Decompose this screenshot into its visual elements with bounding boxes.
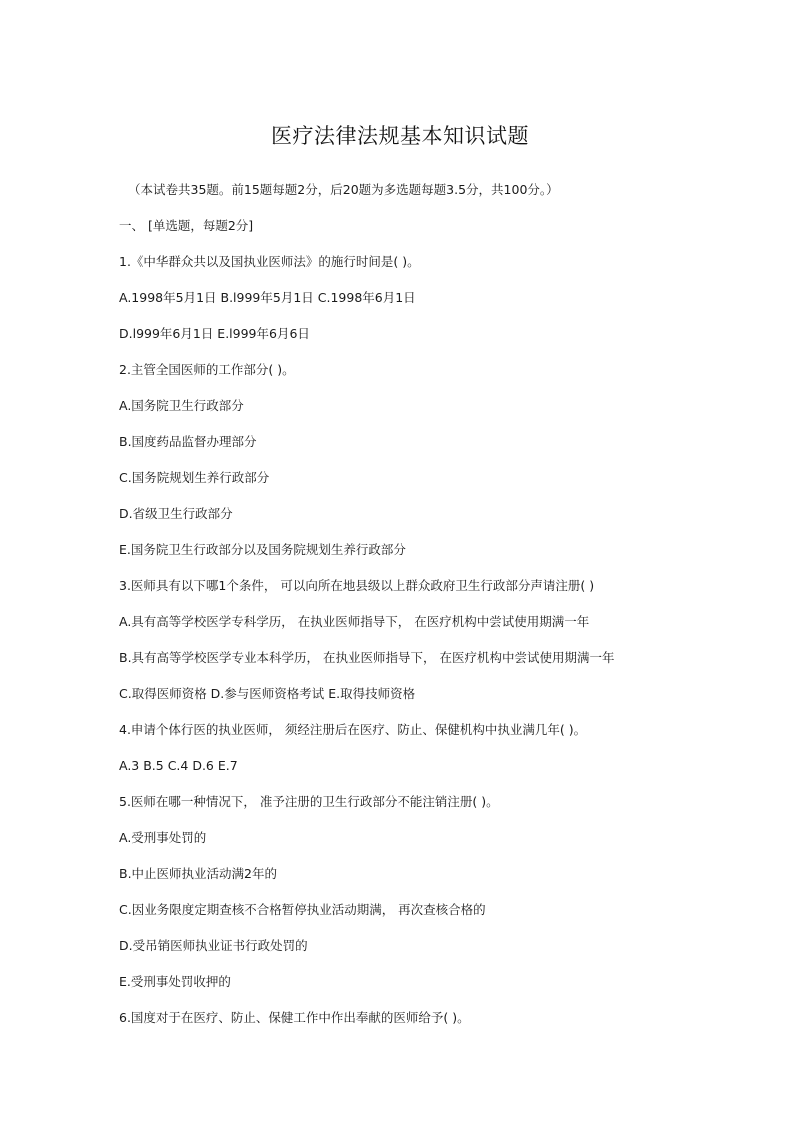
question-1-options-a-c: A.1998年5月1日 B.l999年5月1日 C.1998年6月1日 bbox=[119, 290, 416, 305]
exam-intro: （本试卷共35题。前15题每题2分，后20题为多选题每题3.5分，共100分。） bbox=[128, 182, 559, 197]
question-5-option-d: D.受吊销医师执业证书行政处罚的 bbox=[119, 938, 308, 953]
question-2-option-a: A.国务院卫生行政部分 bbox=[119, 398, 244, 413]
question-3-options-c-e: C.取得医师资格 D.参与医师资格考试 E.取得技师资格 bbox=[119, 686, 416, 701]
section-heading: 一、 [单选题，每题2分] bbox=[119, 218, 254, 233]
question-2-option-b: B.国度药品监督办理部分 bbox=[119, 434, 257, 449]
question-5-option-c: C.因业务限度定期查核不合格暂停执业活动期满， 再次查核合格的 bbox=[119, 902, 486, 917]
question-1-options-d-e: D.l999年6月1日 E.l999年6月6日 bbox=[119, 326, 310, 341]
question-5-option-e: E.受刑事处罚收押的 bbox=[119, 974, 231, 989]
question-2-option-c: C.国务院规划生养行政部分 bbox=[119, 470, 270, 485]
question-5-option-a: A.受刑事处罚的 bbox=[119, 830, 207, 845]
question-4: 4.申请个体行医的执业医师， 须经注册后在医疗、防止、保健机构中执业满几年( )。 bbox=[119, 722, 587, 737]
question-2: 2.主管全国医师的工作部分( )。 bbox=[119, 362, 295, 377]
question-5-option-b: B.中止医师执业活动满2年的 bbox=[119, 866, 278, 881]
question-2-option-e: E.国务院卫生行政部分以及国务院规划生养行政部分 bbox=[119, 542, 406, 557]
question-4-options: A.3 B.5 C.4 D.6 E.7 bbox=[119, 758, 238, 773]
question-6: 6.国度对于在医疗、防止、保健工作中作出奉献的医师给予( )。 bbox=[119, 1010, 470, 1025]
question-3-option-a: A.具有高等学校医学专科学历， 在执业医师指导下， 在医疗机构中尝试使用期满一年 bbox=[119, 614, 590, 629]
question-5: 5.医师在哪一种情况下， 准予注册的卫生行政部分不能注销注册( )。 bbox=[119, 794, 499, 809]
question-3: 3.医师具有以下哪1个条件， 可以向所在地县级以上群众政府卫生行政部分声请注册( ) bbox=[119, 578, 595, 593]
document-title: 医疗法律法规基本知识试题 bbox=[271, 124, 529, 148]
question-3-option-b: B.具有高等学校医学专业本科学历， 在执业医师指导下， 在医疗机构中尝试使用期满一年 bbox=[119, 650, 615, 665]
question-2-option-d: D.省级卫生行政部分 bbox=[119, 506, 233, 521]
question-1: 1.《中华群众共以及国执业医师法》的施行时间是( )。 bbox=[119, 254, 420, 269]
